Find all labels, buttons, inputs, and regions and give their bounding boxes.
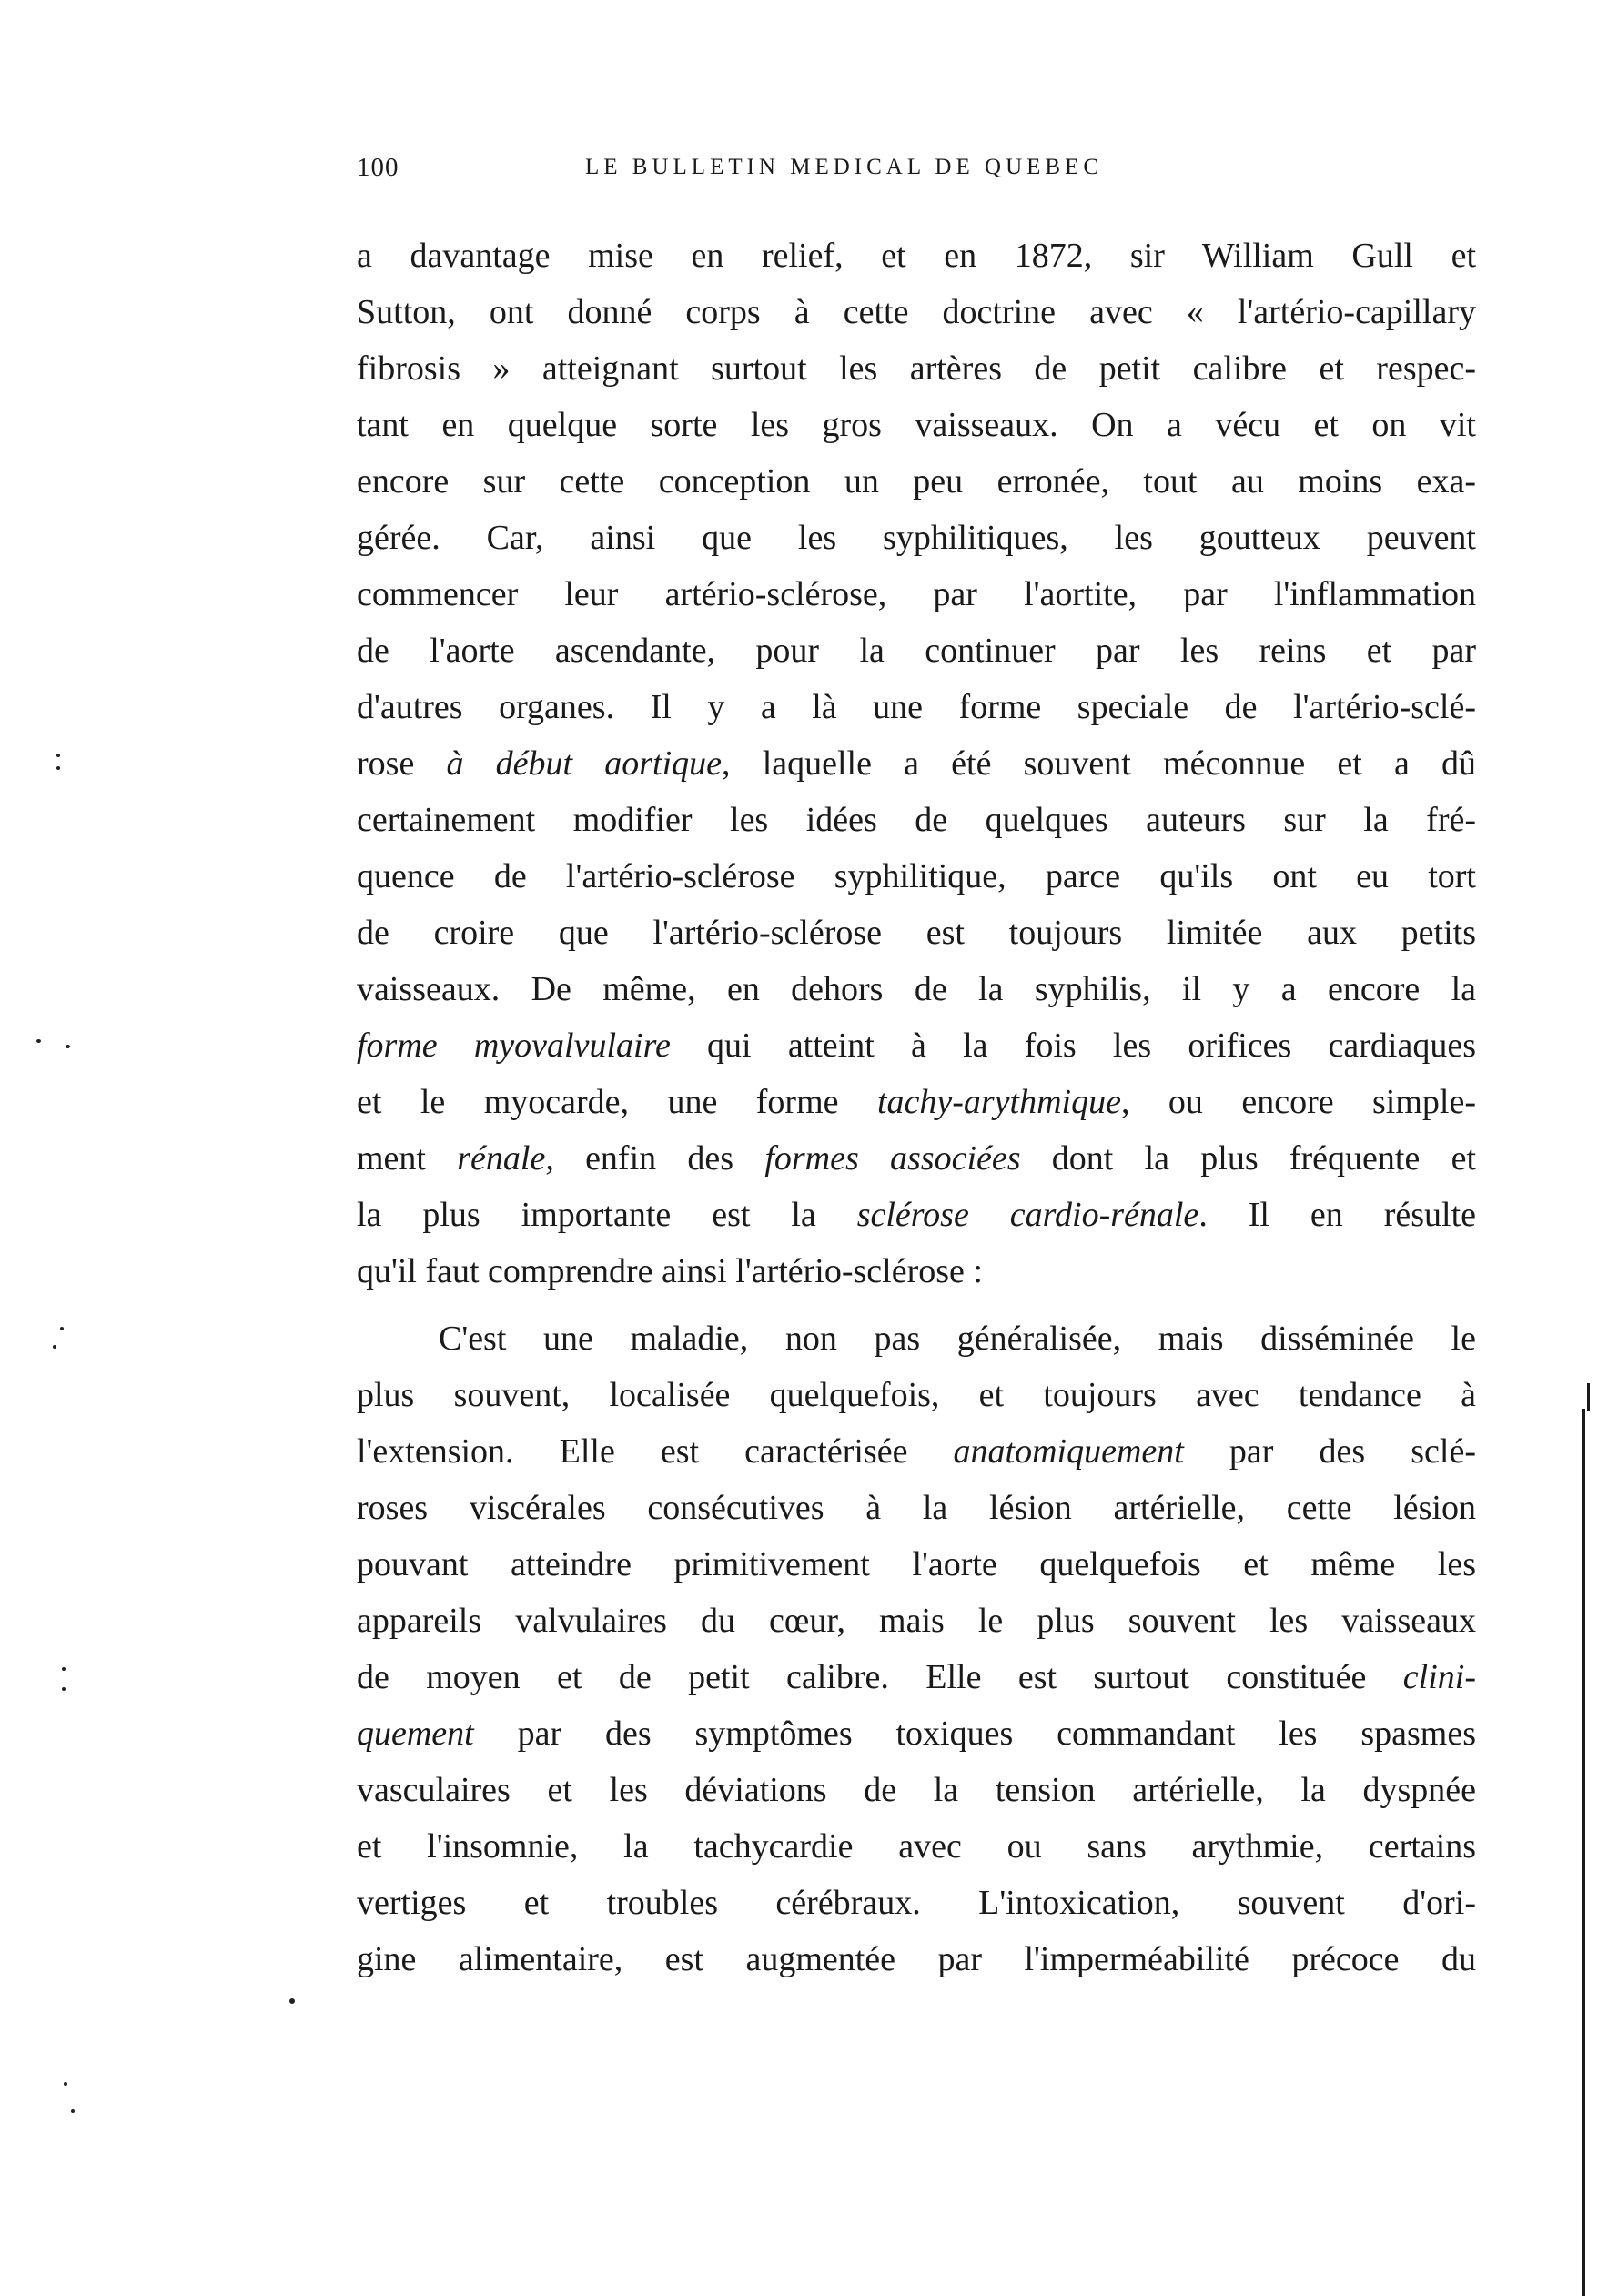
text-line: tant en quelque sorte les gros vaisseaux. On a vécu et on vit — [357, 406, 1476, 444]
text-line: vertiges et troubles cérébraux. L'intoxication, souvent d'ori- — [357, 1884, 1476, 1922]
italic-term: forme myovalvulaire — [357, 1027, 671, 1065]
text-line: roses viscérales consécutives à la lésion artérielle, cette lésion — [357, 1489, 1476, 1527]
text-line: commencer leur artério-sclérose, par l'aortite, par l'inflammation — [357, 575, 1476, 613]
margin-speck — [62, 1667, 66, 1671]
text-line: fibrosis » atteignant surtout les artères de petit calibre et respec- — [357, 349, 1476, 388]
italic-term: à début aortique — [446, 744, 723, 783]
body-text — [357, 228, 1476, 1988]
margin-speck — [62, 1687, 66, 1691]
italic-term: quement — [357, 1714, 474, 1753]
margin-speck — [53, 1345, 56, 1349]
text-line: pouvant atteindre primitivement l'aorte quelquefois et même les — [357, 1545, 1476, 1583]
text-line: Sutton, ont donné corps à cette doctrine avec « l'artério-capillary — [357, 293, 1476, 331]
italic-term: clini- — [1402, 1658, 1476, 1696]
text-line: forme myovalvulaire qui atteint à la fois les orifices cardiaques — [357, 1027, 1476, 1065]
page-number: 100 — [357, 153, 399, 182]
text-line: plus souvent, localisée quelquefois, et toujours avec tendance à — [357, 1376, 1476, 1414]
text-line: C'est une maladie, non pas généralisée, mais disséminée le — [439, 1320, 1476, 1358]
margin-speck — [71, 2109, 75, 2113]
text-line: vaisseaux. De même, en dehors de la syphilis, il y a encore la — [357, 970, 1476, 1008]
margin-speck — [289, 1998, 295, 2004]
text-line: a davantage mise en relief, et en 1872, sir William Gull et — [357, 237, 1476, 275]
text-line: ment rénale, enfin des formes associées dont la plus fréquente et — [357, 1139, 1477, 1178]
text-line: d'autres organes. Il y a là une forme speciale de l'artério-sclé- — [357, 688, 1476, 726]
text-line: rose à début aortique, laquelle a été souvent méconnue et a dû — [357, 744, 1476, 783]
text-line: quement par des symptômes toxiques commandant les spasmes — [357, 1714, 1476, 1753]
text-line: qu'il faut comprendre ainsi l'artério-sclérose : — [357, 1252, 983, 1290]
italic-term: tachy-arythmique — [876, 1083, 1121, 1121]
italic-term: sclérose cardio-rénale — [856, 1196, 1199, 1234]
text-line: et le myocarde, une forme tachy-arythmique, ou encore simple- — [357, 1083, 1477, 1121]
text-line: l'extension. Elle est caractérisée anatomiquement par des sclé- — [357, 1432, 1476, 1471]
margin-speck — [60, 1327, 64, 1330]
italic-term: anatomiquement — [953, 1432, 1184, 1471]
italic-term: formes associées — [764, 1139, 1021, 1178]
text-line: encore sur cette conception un peu erronée, tout au moins exa- — [357, 462, 1476, 501]
text-line: certainement modifier les idées de quelques auteurs sur la fré- — [357, 801, 1476, 839]
text-line: la plus importante est la sclérose cardio-rénale. Il en résulte — [357, 1196, 1476, 1234]
page-edge-rule — [1582, 1409, 1585, 2296]
text-line: gérée. Car, ainsi que les syphilitiques, les goutteux peuvent — [357, 519, 1476, 557]
text-line: de croire que l'artério-sclérose est toujours limitée aux petits — [357, 914, 1476, 952]
text-line: gine alimentaire, est augmentée par l'imperméabilité précoce du — [357, 1940, 1476, 1978]
text-line: de l'aorte ascendante, pour la continuer par les reins et par — [357, 632, 1476, 670]
margin-speck — [56, 754, 60, 757]
margin-speck — [36, 1039, 41, 1043]
paragraph-gap — [357, 1300, 1476, 1310]
text-line: vasculaires et les déviations de la tension artérielle, la dyspnée — [357, 1771, 1476, 1809]
margin-speck — [66, 1045, 70, 1048]
page-edge-rule — [1587, 1383, 1590, 1411]
text-line: appareils valvulaires du cœur, mais le plus souvent les vaisseaux — [357, 1602, 1476, 1640]
margin-speck — [64, 2082, 67, 2086]
journal-title: LE BULLETIN MEDICAL DE QUEBEC — [585, 155, 1104, 179]
text-line: quence de l'artério-sclérose syphilitique, parce qu'ils ont eu tort — [357, 857, 1476, 895]
running-head — [357, 153, 1267, 189]
text-line: et l'insomnie, la tachycardie avec ou sans arythmie, certains — [357, 1827, 1476, 1866]
text-line: de moyen et de petit calibre. Elle est surtout constituée clini- — [357, 1658, 1476, 1696]
italic-term: rénale — [457, 1139, 546, 1178]
margin-speck — [56, 766, 60, 770]
